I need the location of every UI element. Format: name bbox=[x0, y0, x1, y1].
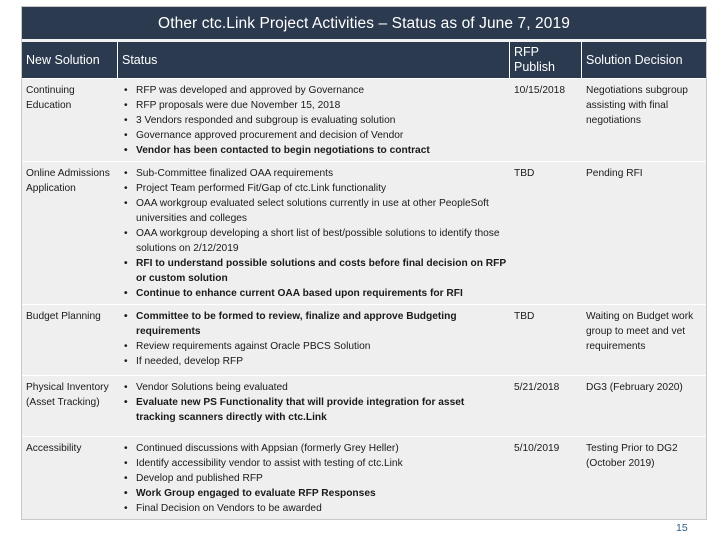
rfp-publish-value: 5/21/2018 bbox=[510, 375, 582, 436]
table-row bbox=[22, 78, 706, 161]
status-item: • Vendor Solutions being evaluated bbox=[122, 380, 506, 395]
status-cell bbox=[118, 304, 510, 375]
status-item: • Review requirements against Oracle PBCS Solution bbox=[122, 339, 506, 354]
status-cell bbox=[118, 78, 510, 161]
status-item: • Sub-Committee finalized OAA requirements bbox=[122, 166, 506, 181]
status-item: • Work Group engaged to evaluate RFP Responses bbox=[122, 486, 506, 501]
header-solution-decision: Solution Decision bbox=[582, 42, 706, 78]
status-table bbox=[22, 42, 706, 519]
status-list bbox=[122, 441, 506, 516]
status-list bbox=[122, 380, 506, 425]
solution-name: Accessibility bbox=[22, 436, 118, 519]
page-number: 15 bbox=[676, 522, 688, 534]
table-body bbox=[22, 78, 706, 519]
status-item: • 3 Vendors responded and subgroup is evaluating solution bbox=[122, 113, 506, 128]
status-item: • Continued discussions with Appsian (formerly Grey Heller) bbox=[122, 441, 506, 456]
solution-decision-value: Pending RFI bbox=[582, 161, 706, 304]
status-list bbox=[122, 166, 506, 301]
status-cell bbox=[118, 375, 510, 436]
status-cell bbox=[118, 161, 510, 304]
status-item: • RFP proposals were due November 15, 2018 bbox=[122, 98, 506, 113]
rfp-publish-value: 5/10/2019 bbox=[510, 436, 582, 519]
status-item: • RFP was developed and approved by Governance bbox=[122, 83, 506, 98]
solution-decision-value: Testing Prior to DG2 (October 2019) bbox=[582, 436, 706, 519]
slide-title: Other ctc.Link Project Activities – Status as of June 7, 2019 bbox=[22, 7, 706, 39]
solution-name: Online Admissions Application bbox=[22, 161, 118, 304]
status-item: • Identify accessibility vendor to assist with testing of ctc.Link bbox=[122, 456, 506, 471]
header-status: Status bbox=[118, 42, 510, 78]
table-row bbox=[22, 436, 706, 519]
status-cell bbox=[118, 436, 510, 519]
solution-decision-value: Negotiations subgroup assisting with final negotiations bbox=[582, 78, 706, 161]
status-item: • OAA workgroup evaluated select solutions currently in use at other PeopleSoft universities and colleges bbox=[122, 196, 506, 226]
solution-decision-value: DG3 (February 2020) bbox=[582, 375, 706, 436]
rfp-publish-value: TBD bbox=[510, 161, 582, 304]
status-item: • Committee to be formed to review, finalize and approve Budgeting requirements bbox=[122, 309, 506, 339]
status-item: • Evaluate new PS Functionality that will provide integration for asset tracking scanners directly with ctc.Link bbox=[122, 395, 506, 425]
status-item: • If needed, develop RFP bbox=[122, 354, 506, 369]
status-item: • Vendor has been contacted to begin negotiations to contract bbox=[122, 143, 506, 158]
table-row bbox=[22, 161, 706, 304]
solution-name: Budget Planning bbox=[22, 304, 118, 375]
status-item: • Governance approved procurement and decision of Vendor bbox=[122, 128, 506, 143]
status-list bbox=[122, 309, 506, 369]
status-item: • RFI to understand possible solutions and costs before final decision on RFP or custom solution bbox=[122, 256, 506, 286]
table-row bbox=[22, 375, 706, 436]
status-list bbox=[122, 83, 506, 158]
status-item: • Project Team performed Fit/Gap of ctc.Link functionality bbox=[122, 181, 506, 196]
table-header-row bbox=[22, 42, 706, 78]
header-rfp-publish: RFP Publish bbox=[510, 42, 582, 78]
solution-name: Physical Inventory (Asset Tracking) bbox=[22, 375, 118, 436]
header-new-solution: New Solution bbox=[22, 42, 118, 78]
status-item: • Continue to enhance current OAA based upon requirements for RFI bbox=[122, 286, 506, 301]
solution-name: Continuing Education bbox=[22, 78, 118, 161]
status-item: • Final Decision on Vendors to be awarded bbox=[122, 501, 506, 516]
solution-decision-value: Waiting on Budget work group to meet and vet requirements bbox=[582, 304, 706, 375]
table-row bbox=[22, 304, 706, 375]
status-item: • OAA workgroup developing a short list of best/possible solutions to identify those solutions on 2/12/2019 bbox=[122, 226, 506, 256]
rfp-publish-value: TBD bbox=[510, 304, 582, 375]
status-item: • Develop and published RFP bbox=[122, 471, 506, 486]
rfp-publish-value: 10/15/2018 bbox=[510, 78, 582, 161]
